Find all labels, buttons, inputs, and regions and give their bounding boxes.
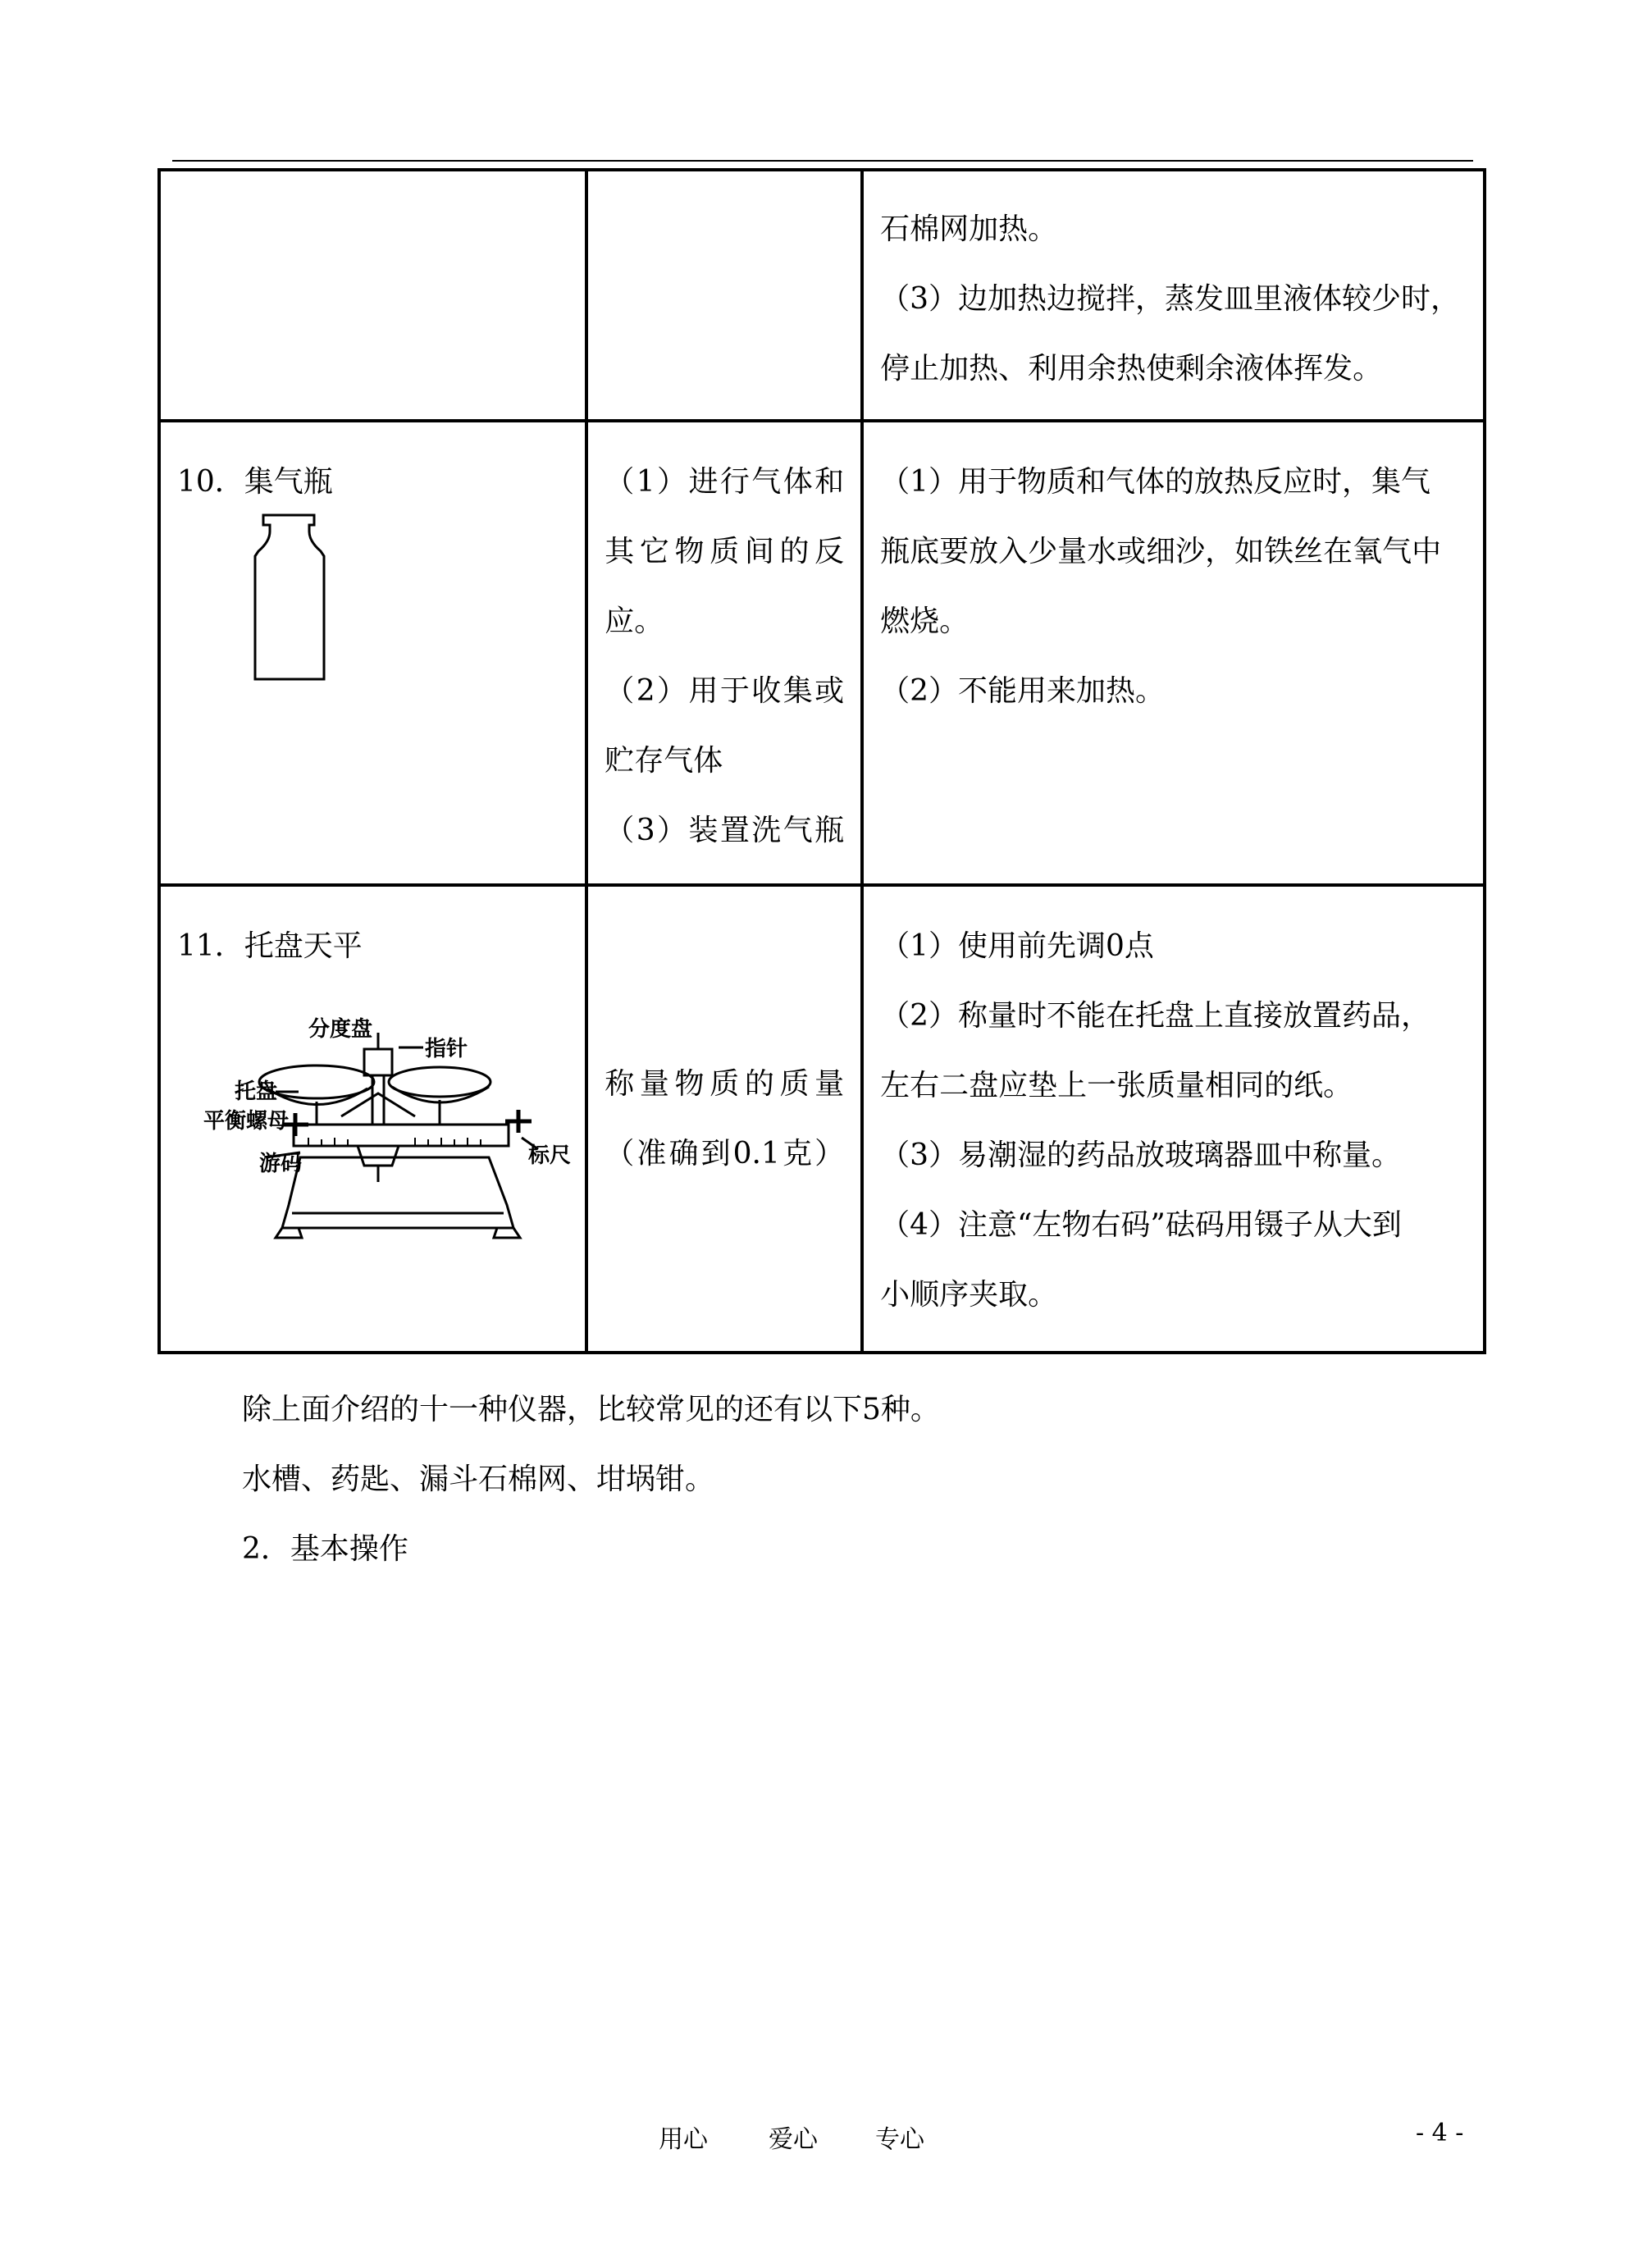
note-line: 小顺序夹取。 <box>880 1278 1058 1312</box>
table-row-continued <box>159 170 1485 421</box>
footer-motto-1: 用心 <box>659 2125 708 2154</box>
cell-usage-continued <box>586 170 862 421</box>
body-paragraph: 除上面介绍的十一种仪器，比较常见的还有以下5种。 <box>242 1393 940 1426</box>
note-line: （4）注意“左物右码”砝码用镊子从大到 <box>880 1208 1402 1242</box>
header-rule <box>172 160 1473 162</box>
note-line: 停止加热、利用余热使剩余液体挥发。 <box>880 352 1383 386</box>
table-row-gas-jar <box>159 421 1485 885</box>
usage-line: 应。 <box>605 605 664 638</box>
label-balance-nut: 平衡螺母 <box>203 1109 290 1134</box>
label-pointer: 指针 <box>425 1037 468 1061</box>
footer-motto-2: 爱心 <box>769 2125 818 2154</box>
cell-notes-gas-jar <box>862 421 1485 885</box>
section-heading: 2．基本操作 <box>242 1532 408 1566</box>
table-row-balance <box>159 885 1485 1353</box>
balance-figure <box>177 977 571 1264</box>
usage-line: （准确到0.1克） <box>605 1137 845 1171</box>
cell-name-gas-jar <box>159 421 586 885</box>
body-paragraph: 水槽、药匙、漏斗石棉网、坩埚钳。 <box>242 1463 715 1496</box>
note-line: （2）不能用来加热。 <box>880 674 1166 708</box>
usage-line: 其它物质间的反 <box>605 535 845 568</box>
note-line: （1）用于物质和气体的放热反应时，集气 <box>880 465 1431 499</box>
note-line: 瓶底要放入少量水或细沙，如铁丝在氧气中 <box>880 535 1442 568</box>
usage-line: （3）装置洗气瓶 <box>605 814 845 847</box>
cell-notes-balance <box>862 885 1485 1353</box>
instrument-name: 11．托盘天平 <box>177 929 363 963</box>
footer-motto-3: 专心 <box>875 2125 924 2154</box>
note-line: （2）称量时不能在托盘上直接放置药品， <box>880 999 1431 1033</box>
label-dial: 分度盘 <box>308 1017 373 1042</box>
note-line: 燃烧。 <box>880 605 970 638</box>
cell-usage-gas-jar <box>586 421 862 885</box>
cell-usage-balance <box>586 885 862 1353</box>
label-pan: 托盘 <box>235 1079 278 1104</box>
usage-line: （1）进行气体和 <box>605 465 845 499</box>
note-line: （3）易潮湿的药品放玻璃器皿中称量。 <box>880 1139 1402 1172</box>
cell-name-balance <box>159 885 586 1353</box>
usage-line: 称量物质的质量 <box>605 1067 845 1101</box>
page-number: - 4 - <box>1416 2119 1464 2147</box>
cell-name-continued <box>159 170 586 421</box>
label-rider: 游码 <box>259 1152 303 1176</box>
cell-notes-continued <box>862 170 1485 421</box>
usage-line: 贮存气体 <box>605 744 723 778</box>
note-line: （1）使用前先调0点 <box>880 929 1154 963</box>
note-line: 左右二盘应垫上一张质量相同的纸。 <box>880 1069 1353 1102</box>
instrument-name: 10．集气瓶 <box>177 465 333 499</box>
gas-jar-figure <box>239 509 337 689</box>
instrument-table <box>157 168 1486 1354</box>
label-scale: 标尺 <box>528 1143 571 1168</box>
note-line: 石棉网加热。 <box>880 212 1058 246</box>
usage-line: （2）用于收集或 <box>605 674 845 708</box>
note-line: （3）边加热边搅拌，蒸发皿里液体较少时， <box>880 282 1461 316</box>
